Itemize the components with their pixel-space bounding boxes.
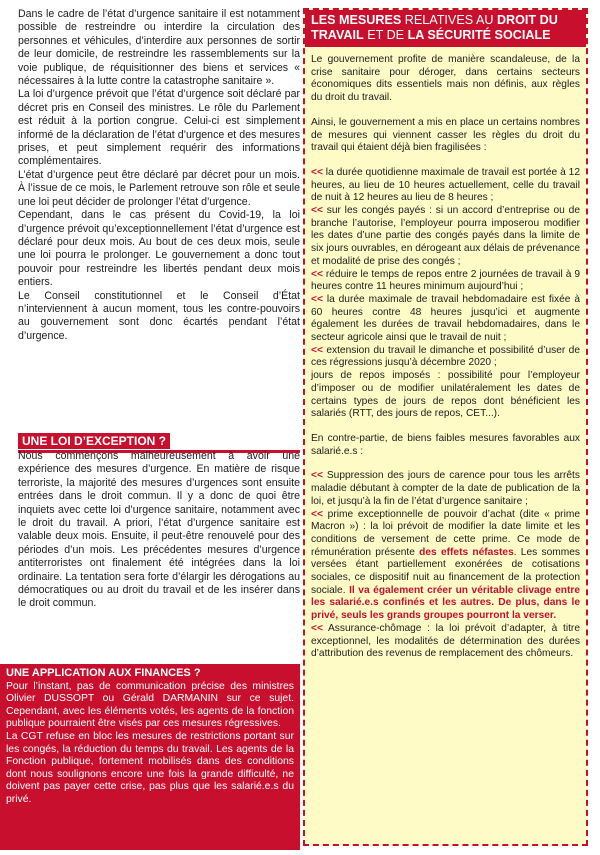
measure-item xyxy=(311,269,580,294)
measure-text: sur les congés payés : si un accord d’entreprise ou de branche l’autorise, l’employeur pourra imposerou modifier les dates d’une partie des congés payés dans la limite de six jours ouvrables, en dérogeant aux délais de prévenance et modalité de prise des congés ; xyxy=(311,205,581,267)
measure-item xyxy=(311,345,580,370)
paragraph-decree: La loi d’urgence prévoit que l’état d’urgence soit déclaré par décret pris en Conseil des ministres. Le rôle du Parlement est réduit à la portion congrue. Celui-ci est simplement informé de la déclaration de l’état d’urgence et des mesures prises, et peut simplement requérir des informations complémentaires. xyxy=(18,88,300,168)
heading-part-2: RELATIVES AU xyxy=(401,13,497,27)
labour-law-body xyxy=(305,54,586,661)
unemployment-text: Assurance-chômage : la loi prévoit d’adapter, à titre exceptionnel, les modalités de détermination des durées d’attribution des revenus de remplacement des chômeurs. xyxy=(311,622,580,660)
heading-part-4: ET DE xyxy=(363,28,408,42)
finances-paragraph-2: La CGT refuse en bloc les mesures de restrictions portant sur les congés, la réduction du temps du travail. Les agents de la Fonction publique, fortement mobilisés dans des conditions dont nous soulignons encore une fois la grande difficulté, ne doivent pas payer cette crise, pas plus que les salarié.e.s du privé. xyxy=(6,730,294,805)
measure-item xyxy=(311,470,580,508)
exception-body xyxy=(18,450,300,611)
chevron-marker: << xyxy=(311,293,323,305)
measure-item xyxy=(311,509,580,623)
left-column xyxy=(18,8,300,343)
counterpart-paragraph: En contre-partie, de biens faibles mesures favorables aux salarié.e.s : xyxy=(311,432,580,457)
rest-days-item: jours de repos imposés : possibilité pour l’employeur d’imposer ou de modifier unilatéralement les dates de certains types de jours de repos dont bénéficient les salariés (RTT, des jours de repos, CET...). xyxy=(311,370,580,420)
exception-title: UNE LOI D’EXCEPTION ? xyxy=(18,433,170,449)
chevron-marker: << xyxy=(311,205,323,217)
chevron-marker: << xyxy=(311,268,323,280)
labour-law-heading xyxy=(305,10,586,47)
waiting-days-text: Suppression des jours de carence pour tous les arrêts maladie débutant à compter de la date de publication de la loi, et jusqu’à la fin de l’état d’urgence sanitaire ; xyxy=(311,470,580,507)
measure-text: réduire le temps de repos entre 2 journées de travail à 9 heures contre 11 heures minimum aujourd’hui ; xyxy=(311,268,580,293)
bonus-warning: des effets néfastes xyxy=(419,546,514,558)
heading-part-1: LES MESURES xyxy=(311,13,402,27)
exception-text: Nous commençons malheureusement à avoir une expérience des mesures d’urgence. En matière de risque terroriste, la majorité des mesures d’urgences sont ensuite entrées dans le droit commun. Il y a donc de quoi être inquiets avec cette loi d’urgence sanitaire, notamment avec le droit du travail. A priori, l’état d’urgence sanitaire est valable deux mois. Ensuite, il peut-être renouvelé pour des périodes d’un mois. Les précédentes mesures d’urgence antiterroristes ont finalement été intégrées dans la loi ordinaire. La tentation sera forte d’élargir les dérogations au démocratiques ou au droit du travail et de les insérer dans le droit commun. xyxy=(18,450,300,610)
bonus-warning-2: Il va également créer un véritable clivage entre les salarié.e.s confinés et les autres. De plus, dans le privé, seuls les grands groupes pourront la verser. xyxy=(311,584,581,622)
finances-box xyxy=(0,664,300,850)
heading-part-5: LA SÉCURITÉ SOCIALE xyxy=(407,28,551,42)
finances-paragraph-1: Pour l’instant, pas de communication précise des ministres Olivier DUSSOPT ou Gérald DARMANIN sur ce sujet. Cependant, avec les éléments votés, les agents de la fonction publique pourraient être visés par ces mesures régressives. xyxy=(6,680,294,730)
chevron-marker: << xyxy=(311,166,323,178)
paragraph-one-month: L’état d’urgence peut être déclaré par décret pour un mois. À l’issue de ce mois, le Parlement retrouve son rôle et seule une loi peut décider de prolonger l’état d’urgence. xyxy=(18,168,300,208)
measure-text: extension du travail le dimanche et possibilité d’user de ces régressions jusqu’à décembre 2020 ; xyxy=(311,344,580,369)
chevron-marker: << xyxy=(311,622,323,634)
chevron-marker: << xyxy=(311,344,323,356)
bonus-text: prime exceptionnelle de pouvoir d’achat (dite « prime Macron ») : la loi prévoit de modifier la date limite et les conditions de versement de cette prime. Ce mode de rémunération présente xyxy=(311,508,580,558)
bonus-text-continued: . Les sommes versées étant partiellement exonérées de cotisations sociales, ce dispositif nuit au financement de la protection sociale. xyxy=(311,546,580,596)
measure-item xyxy=(311,167,580,205)
measure-text: la durée maximale de travail hebdomadaire est fixée à 60 heures contre 48 heures jusqu’ici et augmente également les durées de travail hebdomadaires, dans le secteur agricole ainsi que le travail de nuit ; xyxy=(311,293,580,344)
paragraph-state-of-emergency: Dans le cadre de l’état d’urgence sanitaire il est notamment possible de restreindre ou interdire la circulation des personnes et véhicules, d’interdire aux personnes de sortir de leur domicile, de restreindre les rassemblements sur la voie publique, de réquisitionner des biens et services « nécessaires à la lutte contre la catastrophe sanitaire ». xyxy=(18,8,300,88)
paragraph-council: Le Conseil constitutionnel et le Conseil d’État n’interviennent à aucun moment, tous les contre-pouvoirs au gouvernement sont donc écartés pendant l’état d’urgence. xyxy=(18,289,300,342)
intro-paragraph-1: Le gouvernement profite de manière scandaleuse, de la crise sanitaire pour déroger, dans certains secteurs économiques dits essentiels mais non définis, aux règles du droit du travail. xyxy=(311,54,580,104)
intro-paragraph-2: Ainsi, le gouvernement a mis en place un certains nombres de mesures qui viennent casser les règles du droit du travail qui étaient déjà bien fragilisées : xyxy=(311,116,580,154)
measure-item xyxy=(311,623,580,661)
measure-text: la durée quotidienne maximale de travail est portée à 12 heures, au lieu de 10 heures actuellement, celle du travail de nuit à 12 heures au lieu de 8 heures ; xyxy=(311,166,580,204)
measure-item xyxy=(311,205,580,269)
measure-item xyxy=(311,294,580,345)
chevron-marker: << xyxy=(311,508,323,520)
chevron-marker: << xyxy=(311,470,323,482)
heading-part-3: DROIT DU TRAVAIL xyxy=(311,13,558,42)
finances-title: UNE APPLICATION AUX FINANCES ? xyxy=(6,667,201,679)
paragraph-covid: Cependant, dans le cas présent du Covid-19, la loi d’urgence prévoit qu’exceptionnellement l’état d’urgence est déclaré pour deux mois. Au bout de ces deux mois, seule une loi pourra le prolonger. Le gouvernement a donc tout pouvoir pour restreindre les libertés pendant deux mois entiers. xyxy=(18,209,300,289)
labour-law-box xyxy=(303,8,588,846)
